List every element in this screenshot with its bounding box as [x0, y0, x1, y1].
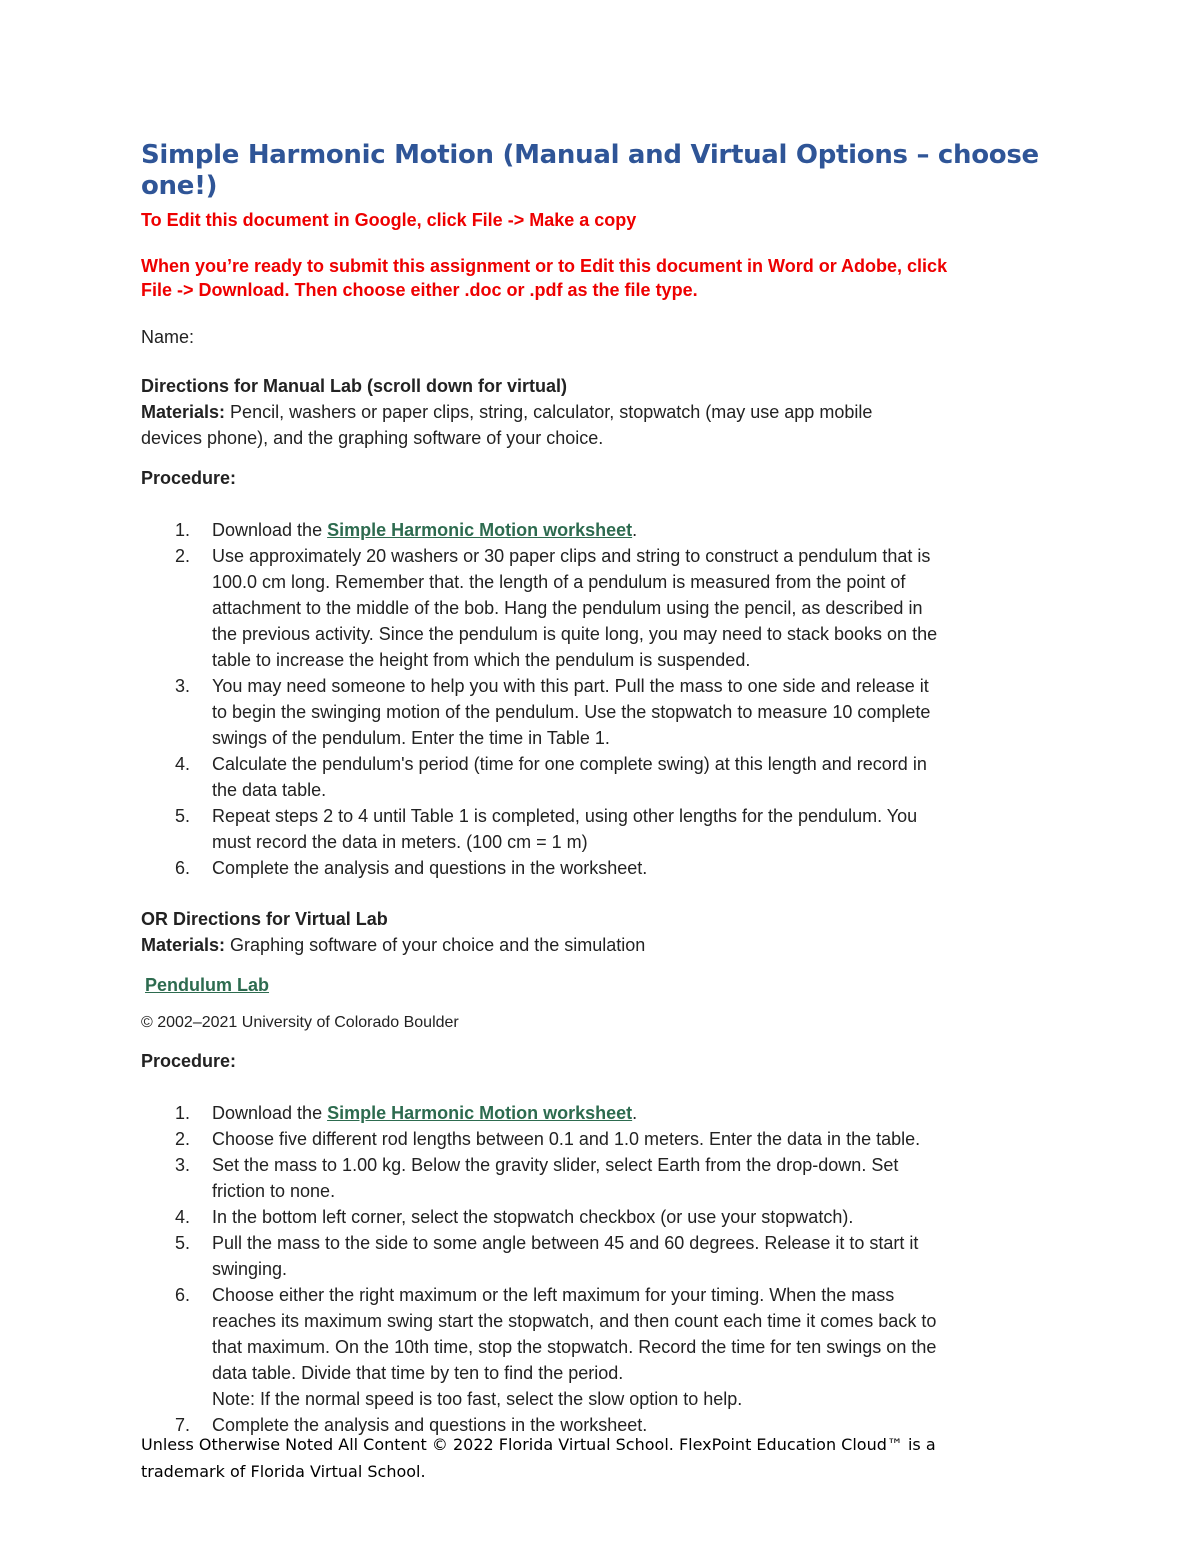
step-line: Use approximately 20 washers or 30 paper clips and string to construct a pendulum that is [212, 546, 931, 567]
list-item [141, 1126, 1061, 1152]
virtual-materials [141, 932, 1061, 958]
list-item [141, 1152, 1061, 1204]
step-line: Calculate the pendulum's period (time for one complete swing) at this length and record in [212, 754, 927, 775]
step-line: must record the data in meters. (100 cm = 1 m) [212, 832, 588, 853]
step-text-end: . [632, 520, 638, 541]
simulation-copyright: © 2002–2021 University of Colorado Boulder [141, 1014, 459, 1032]
list-item [141, 803, 1061, 855]
footer-line-2: trademark of Florida Virtual School. [141, 1462, 426, 1481]
step-line: swings of the pendulum. Enter the time in Table 1. [212, 728, 610, 749]
submit-notice [141, 254, 1061, 302]
list-item [141, 1100, 1061, 1126]
step-text: Download the [212, 1103, 328, 1124]
document-page [141, 140, 1061, 1438]
step-line: reaches its maximum swing start the stopwatch, and then count each time it comes back to [212, 1311, 937, 1332]
step-line: the previous activity. Since the pendulum is quite long, you may need to stack books on the [212, 624, 938, 645]
step-line: You may need someone to help you with this part. Pull the mass to one side and release it [212, 676, 929, 697]
virtual-procedure-heading: Procedure: [141, 1051, 237, 1072]
step-line: the data table. [212, 780, 327, 801]
pendulum-lab-row [141, 972, 1061, 998]
step-line: Set the mass to 1.00 kg. Below the gravity slider, select Earth from the drop-down. Set [212, 1155, 899, 1176]
submit-notice-line-2: File -> Download. Then choose either .doc or .pdf as the file type. [141, 280, 698, 301]
manual-materials-label: Materials: [141, 402, 226, 423]
step-line: data table. Divide that time by ten to find the period. [212, 1363, 624, 1384]
manual-procedure-list [141, 517, 1061, 881]
step-line: Choose either the right maximum or the left maximum for your timing. When the mass [212, 1285, 895, 1306]
step-number: 6. [175, 1285, 191, 1306]
step-number: 2. [175, 546, 191, 567]
worksheet-link[interactable]: Simple Harmonic Motion worksheet [327, 520, 633, 541]
manual-materials-line-1: Pencil, washers or paper clips, string, calculator, stopwatch (may use app mobile [225, 402, 873, 423]
step-number: 7. [175, 1415, 191, 1436]
list-item [141, 1230, 1061, 1282]
step-line: to begin the swinging motion of the pendulum. Use the stopwatch to measure 10 complete [212, 702, 931, 723]
list-item [141, 517, 1061, 543]
list-item [141, 1204, 1061, 1230]
step-line: Complete the analysis and questions in the worksheet. [212, 1415, 648, 1436]
manual-materials-line-2: devices phone), and the graphing software of your choice. [141, 428, 604, 449]
step-number: 3. [175, 676, 191, 697]
step-number: 1. [175, 520, 191, 541]
step-line: In the bottom left corner, select the stopwatch checkbox (or use your stopwatch). [212, 1207, 854, 1228]
manual-lab-heading: Directions for Manual Lab (scroll down for virtual) [141, 376, 568, 397]
list-item [141, 1282, 1061, 1412]
step-line: Repeat steps 2 to 4 until Table 1 is completed, using other lengths for the pendulum. You [212, 806, 918, 827]
step-line: that maximum. On the 10th time, stop the stopwatch. Record the time for ten swings on the [212, 1337, 937, 1358]
virtual-procedure-list [141, 1100, 1061, 1438]
step-note-line: Note: If the normal speed is too fast, select the slow option to help. [212, 1389, 743, 1410]
step-text: Download the [212, 520, 328, 541]
virtual-materials-text: Graphing software of your choice and the simulation [225, 935, 646, 956]
step-line: Complete the analysis and questions in the worksheet. [212, 858, 648, 879]
submit-notice-line-1: When you’re ready to submit this assignment or to Edit this document in Word or Adobe, click [141, 256, 948, 277]
virtual-materials-label: Materials: [141, 935, 226, 956]
step-line: table to increase the height from which the pendulum is suspended. [212, 650, 751, 671]
step-number: 6. [175, 858, 191, 879]
step-line: Choose five different rod lengths between 0.1 and 1.0 meters. Enter the data in the table. [212, 1129, 921, 1150]
name-label: Name: [141, 327, 195, 348]
worksheet-link[interactable]: Simple Harmonic Motion worksheet [327, 1103, 633, 1124]
step-line: swinging. [212, 1259, 288, 1280]
footer-line-1: Unless Otherwise Noted All Content © 2022 Florida Virtual School. FlexPoint Education Cloud™ is a [141, 1435, 936, 1454]
step-line: Pull the mass to the side to some angle between 45 and 60 degrees. Release it to start it [212, 1233, 919, 1254]
virtual-lab-heading: OR Directions for Virtual Lab [141, 909, 388, 930]
list-item [141, 673, 1061, 751]
step-number: 2. [175, 1129, 191, 1150]
step-line: 100.0 cm long. Remember that. the length of a pendulum is measured from the point of [212, 572, 906, 593]
step-number: 4. [175, 754, 191, 775]
edit-notice: To Edit this document in Google, click File -> Make a copy [141, 210, 637, 231]
list-item [141, 543, 1061, 673]
page-footer [141, 1431, 1061, 1485]
step-number: 3. [175, 1155, 191, 1176]
document-title: Simple Harmonic Motion (Manual and Virtual Options – choose one!) [141, 140, 1039, 202]
pendulum-lab-link[interactable]: Pendulum Lab [145, 975, 270, 996]
step-number: 4. [175, 1207, 191, 1228]
manual-materials [141, 399, 1061, 451]
step-text-end: . [632, 1103, 638, 1124]
step-number: 5. [175, 806, 191, 827]
step-line: friction to none. [212, 1181, 336, 1202]
list-item [141, 751, 1061, 803]
manual-procedure-heading: Procedure: [141, 468, 237, 489]
list-item [141, 855, 1061, 881]
step-number: 1. [175, 1103, 191, 1124]
step-line: attachment to the middle of the bob. Hang the pendulum using the pencil, as described in [212, 598, 923, 619]
step-number: 5. [175, 1233, 191, 1254]
